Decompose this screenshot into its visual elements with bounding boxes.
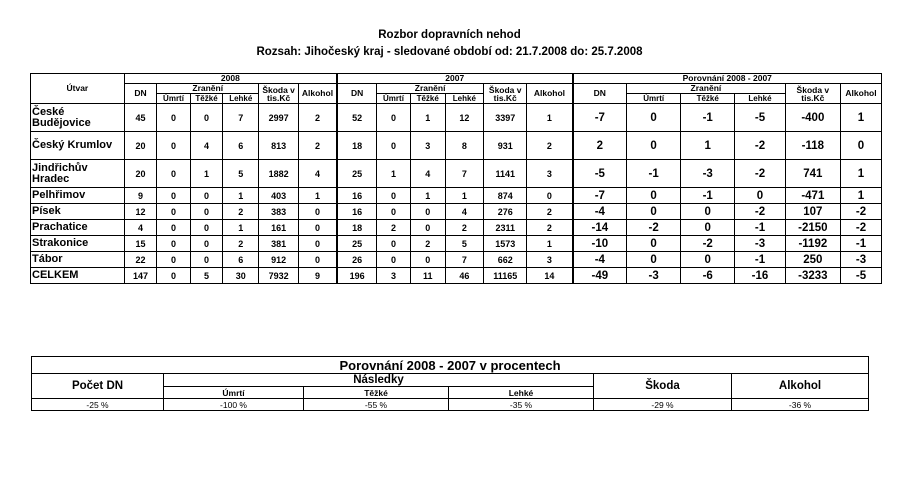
cmp-alkohol-cell: -5	[840, 268, 881, 284]
y07-skoda-cell: 2311	[484, 220, 527, 236]
cmp-alkohol-cell: 0	[840, 132, 881, 160]
cmp-umrti-cell: -3	[627, 268, 681, 284]
y08-umrti-cell: 0	[157, 220, 191, 236]
y07-skoda-cell: 931	[484, 132, 527, 160]
y08-dn-cell: 147	[124, 268, 156, 284]
y08-skoda-cell: 7932	[259, 268, 299, 284]
cmp-tezke-cell: 1	[681, 132, 735, 160]
y08-tezke-cell: 4	[190, 132, 222, 160]
cmp-alkohol-cell: 1	[840, 160, 881, 188]
row-name: Pelhřimov	[31, 188, 125, 204]
cmp-umrti-cell: 0	[627, 188, 681, 204]
cmp-alkohol-cell: -2	[840, 204, 881, 220]
col-lehke: Lehké	[445, 94, 483, 104]
y07-tezke-cell: 0	[410, 204, 445, 220]
y07-alkohol-cell: 14	[527, 268, 573, 284]
y08-tezke-cell: 0	[190, 252, 222, 268]
col-tezke: Těžké	[410, 94, 445, 104]
pct-value-lehke: -35 %	[449, 399, 594, 411]
report-title: Rozbor dopravních nehod	[378, 29, 521, 41]
col-zraneni: Zranění	[157, 84, 259, 94]
cmp-tezke-cell: -3	[681, 160, 735, 188]
cmp-umrti-cell: 0	[627, 104, 681, 132]
y07-umrti-cell: 0	[377, 252, 411, 268]
row-name: Český Krumlov	[31, 132, 125, 160]
y07-tezke-cell: 1	[410, 104, 445, 132]
y07-skoda-cell: 1141	[484, 160, 527, 188]
table-row	[31, 220, 882, 236]
cmp-lehke-cell: -1	[735, 220, 785, 236]
y07-dn-cell: 26	[337, 252, 377, 268]
y08-skoda-cell: 383	[259, 204, 299, 220]
y08-skoda-cell: 912	[259, 252, 299, 268]
col-skoda: Škoda v tis.Kč	[259, 84, 299, 104]
y07-alkohol-cell: 0	[527, 188, 573, 204]
cmp-dn-cell: -7	[573, 188, 627, 204]
y07-skoda-cell: 276	[484, 204, 527, 220]
pct-value-skoda: -29 %	[594, 399, 732, 411]
y08-lehke-cell: 6	[223, 252, 259, 268]
percent-table	[31, 356, 869, 411]
row-name: Strakonice	[31, 236, 125, 252]
y07-tezke-cell: 2	[410, 236, 445, 252]
y08-lehke-cell: 7	[223, 104, 259, 132]
col-tezke: Těžké	[681, 94, 735, 104]
col-skoda: Škoda v tis.Kč	[785, 84, 840, 104]
pct-col-skoda: Škoda	[594, 374, 732, 399]
pct-col-alkohol: Alkohol	[732, 374, 869, 399]
y07-tezke-cell: 0	[410, 220, 445, 236]
pct-col-pocet-dn: Počet DN	[32, 374, 164, 399]
cmp-skoda-cell: 250	[785, 252, 840, 268]
y08-lehke-cell: 5	[223, 160, 259, 188]
y07-dn-cell: 18	[337, 132, 377, 160]
y08-umrti-cell: 0	[157, 132, 191, 160]
row-name: Písek	[31, 204, 125, 220]
cmp-umrti-cell: -1	[627, 160, 681, 188]
y08-alkohol-cell: 2	[298, 104, 337, 132]
cmp-dn-cell: -49	[573, 268, 627, 284]
y07-dn-cell: 25	[337, 236, 377, 252]
y07-alkohol-cell: 2	[527, 220, 573, 236]
col-alkohol: Alkohol	[527, 84, 573, 104]
cmp-dn-cell: -4	[573, 252, 627, 268]
y08-umrti-cell: 0	[157, 252, 191, 268]
y08-umrti-cell: 0	[157, 104, 191, 132]
y08-umrti-cell: 0	[157, 236, 191, 252]
y07-dn-cell: 52	[337, 104, 377, 132]
y08-alkohol-cell: 0	[298, 220, 337, 236]
y08-tezke-cell: 0	[190, 104, 222, 132]
y08-alkohol-cell: 0	[298, 252, 337, 268]
y07-lehke-cell: 46	[445, 268, 483, 284]
y08-alkohol-cell: 9	[298, 268, 337, 284]
y08-lehke-cell: 2	[223, 204, 259, 220]
table-row	[31, 252, 882, 268]
cmp-umrti-cell: 0	[627, 132, 681, 160]
cmp-skoda-cell: 741	[785, 160, 840, 188]
col-dn: DN	[337, 84, 377, 104]
col-tezke: Těžké	[190, 94, 222, 104]
y08-alkohol-cell: 4	[298, 160, 337, 188]
y07-lehke-cell: 2	[445, 220, 483, 236]
cmp-skoda-cell: -400	[785, 104, 840, 132]
y08-umrti-cell: 0	[157, 188, 191, 204]
table-row	[31, 188, 882, 204]
cmp-lehke-cell: -1	[735, 252, 785, 268]
y07-umrti-cell: 0	[377, 204, 411, 220]
accident-table	[30, 73, 882, 284]
pct-col-tezke: Těžké	[304, 387, 449, 399]
y07-umrti-cell: 0	[377, 188, 411, 204]
cmp-dn-cell: -10	[573, 236, 627, 252]
row-name: CELKEM	[31, 268, 125, 284]
pct-value-pocet-dn: -25 %	[32, 399, 164, 411]
pct-value-alkohol: -36 %	[732, 399, 869, 411]
y07-tezke-cell: 0	[410, 252, 445, 268]
cmp-tezke-cell: -1	[681, 104, 735, 132]
group-2008: 2008	[124, 74, 337, 84]
y08-skoda-cell: 1882	[259, 160, 299, 188]
y08-dn-cell: 12	[124, 204, 156, 220]
y08-tezke-cell: 0	[190, 188, 222, 204]
y07-alkohol-cell: 3	[527, 252, 573, 268]
y07-skoda-cell: 874	[484, 188, 527, 204]
cmp-dn-cell: -7	[573, 104, 627, 132]
pct-col-nasledky: Následky	[164, 374, 594, 387]
y08-dn-cell: 45	[124, 104, 156, 132]
y07-dn-cell: 16	[337, 188, 377, 204]
cmp-tezke-cell: -1	[681, 188, 735, 204]
cmp-tezke-cell: -6	[681, 268, 735, 284]
y08-tezke-cell: 1	[190, 160, 222, 188]
y08-skoda-cell: 813	[259, 132, 299, 160]
cmp-skoda-cell: -471	[785, 188, 840, 204]
col-dn: DN	[573, 84, 627, 104]
y07-lehke-cell: 12	[445, 104, 483, 132]
y08-tezke-cell: 0	[190, 236, 222, 252]
y08-tezke-cell: 0	[190, 220, 222, 236]
y08-alkohol-cell: 2	[298, 132, 337, 160]
y07-dn-cell: 196	[337, 268, 377, 284]
pct-value-umrti: -100 %	[164, 399, 304, 411]
col-zraneni: Zranění	[377, 84, 484, 94]
cmp-skoda-cell: 107	[785, 204, 840, 220]
y08-umrti-cell: 0	[157, 268, 191, 284]
y07-dn-cell: 18	[337, 220, 377, 236]
table-row	[31, 132, 882, 160]
pct-col-umrti: Úmrtí	[164, 387, 304, 399]
percent-table-title: Porovnání 2008 - 2007 v procentech	[32, 357, 869, 374]
y08-dn-cell: 9	[124, 188, 156, 204]
y08-umrti-cell: 0	[157, 160, 191, 188]
y08-lehke-cell: 30	[223, 268, 259, 284]
y08-skoda-cell: 381	[259, 236, 299, 252]
y08-dn-cell: 15	[124, 236, 156, 252]
col-zraneni: Zranění	[627, 84, 786, 94]
y08-lehke-cell: 1	[223, 220, 259, 236]
y07-skoda-cell: 1573	[484, 236, 527, 252]
col-utvar: Útvar	[31, 74, 125, 104]
y08-lehke-cell: 1	[223, 188, 259, 204]
cmp-dn-cell: 2	[573, 132, 627, 160]
pct-value-tezke: -55 %	[304, 399, 449, 411]
y08-dn-cell: 20	[124, 160, 156, 188]
report-subtitle: Rozsah: Jihočeský kraj - sledované období od: 21.7.2008 do: 25.7.2008	[256, 46, 643, 58]
cmp-alkohol-cell: -2	[840, 220, 881, 236]
y08-alkohol-cell: 1	[298, 188, 337, 204]
table-row	[31, 236, 882, 252]
col-dn: DN	[124, 84, 156, 104]
cmp-tezke-cell: 0	[681, 204, 735, 220]
y07-umrti-cell: 0	[377, 104, 411, 132]
y08-skoda-cell: 403	[259, 188, 299, 204]
y07-lehke-cell: 8	[445, 132, 483, 160]
y08-alkohol-cell: 0	[298, 204, 337, 220]
cmp-lehke-cell: 0	[735, 188, 785, 204]
y08-tezke-cell: 5	[190, 268, 222, 284]
y07-lehke-cell: 7	[445, 160, 483, 188]
cmp-alkohol-cell: 1	[840, 188, 881, 204]
cmp-lehke-cell: -16	[735, 268, 785, 284]
col-lehke: Lehké	[735, 94, 785, 104]
col-alkohol: Alkohol	[298, 84, 337, 104]
y07-umrti-cell: 0	[377, 132, 411, 160]
cmp-tezke-cell: 0	[681, 252, 735, 268]
y08-dn-cell: 20	[124, 132, 156, 160]
y08-alkohol-cell: 0	[298, 236, 337, 252]
cmp-umrti-cell: 0	[627, 204, 681, 220]
cmp-umrti-cell: 0	[627, 252, 681, 268]
cmp-dn-cell: -5	[573, 160, 627, 188]
y07-alkohol-cell: 2	[527, 204, 573, 220]
cmp-tezke-cell: 0	[681, 220, 735, 236]
y07-tezke-cell: 4	[410, 160, 445, 188]
table-row	[31, 204, 882, 220]
y07-tezke-cell: 11	[410, 268, 445, 284]
y07-umrti-cell: 0	[377, 236, 411, 252]
cmp-skoda-cell: -2150	[785, 220, 840, 236]
y07-skoda-cell: 662	[484, 252, 527, 268]
col-lehke: Lehké	[223, 94, 259, 104]
y07-alkohol-cell: 1	[527, 236, 573, 252]
pct-col-lehke: Lehké	[449, 387, 594, 399]
y08-skoda-cell: 161	[259, 220, 299, 236]
row-name: Jindřichův Hradec	[31, 160, 125, 188]
y07-alkohol-cell: 3	[527, 160, 573, 188]
cmp-lehke-cell: -3	[735, 236, 785, 252]
table-row	[31, 160, 882, 188]
y07-tezke-cell: 3	[410, 132, 445, 160]
cmp-alkohol-cell: -3	[840, 252, 881, 268]
y07-skoda-cell: 3397	[484, 104, 527, 132]
y07-umrti-cell: 3	[377, 268, 411, 284]
y08-lehke-cell: 2	[223, 236, 259, 252]
col-umrti: Úmrtí	[627, 94, 681, 104]
cmp-alkohol-cell: -1	[840, 236, 881, 252]
cmp-skoda-cell: -1192	[785, 236, 840, 252]
y07-umrti-cell: 2	[377, 220, 411, 236]
col-umrti: Úmrtí	[377, 94, 411, 104]
col-skoda: Škoda v tis.Kč	[484, 84, 527, 104]
y07-alkohol-cell: 1	[527, 104, 573, 132]
y07-dn-cell: 25	[337, 160, 377, 188]
col-alkohol: Alkohol	[840, 84, 881, 104]
y08-skoda-cell: 2997	[259, 104, 299, 132]
y07-alkohol-cell: 2	[527, 132, 573, 160]
y07-lehke-cell: 4	[445, 204, 483, 220]
cmp-lehke-cell: -5	[735, 104, 785, 132]
y07-tezke-cell: 1	[410, 188, 445, 204]
y07-umrti-cell: 1	[377, 160, 411, 188]
y08-lehke-cell: 6	[223, 132, 259, 160]
cmp-skoda-cell: -118	[785, 132, 840, 160]
y07-skoda-cell: 11165	[484, 268, 527, 284]
group-compare: Porovnání 2008 - 2007	[573, 74, 882, 84]
cmp-umrti-cell: -2	[627, 220, 681, 236]
cmp-lehke-cell: -2	[735, 132, 785, 160]
cmp-lehke-cell: -2	[735, 160, 785, 188]
row-name: Prachatice	[31, 220, 125, 236]
cmp-tezke-cell: -2	[681, 236, 735, 252]
col-umrti: Úmrtí	[157, 94, 191, 104]
y08-dn-cell: 22	[124, 252, 156, 268]
table-row	[31, 104, 882, 132]
group-2007: 2007	[337, 74, 573, 84]
y07-lehke-cell: 7	[445, 252, 483, 268]
y08-tezke-cell: 0	[190, 204, 222, 220]
row-name: Tábor	[31, 252, 125, 268]
y08-dn-cell: 4	[124, 220, 156, 236]
cmp-dn-cell: -4	[573, 204, 627, 220]
cmp-alkohol-cell: 1	[840, 104, 881, 132]
cmp-lehke-cell: -2	[735, 204, 785, 220]
row-name: České Budějovice	[31, 104, 125, 132]
cmp-skoda-cell: -3233	[785, 268, 840, 284]
cmp-dn-cell: -14	[573, 220, 627, 236]
y07-lehke-cell: 1	[445, 188, 483, 204]
cmp-umrti-cell: 0	[627, 236, 681, 252]
y08-umrti-cell: 0	[157, 204, 191, 220]
y07-lehke-cell: 5	[445, 236, 483, 252]
table-row	[31, 268, 882, 284]
y07-dn-cell: 16	[337, 204, 377, 220]
